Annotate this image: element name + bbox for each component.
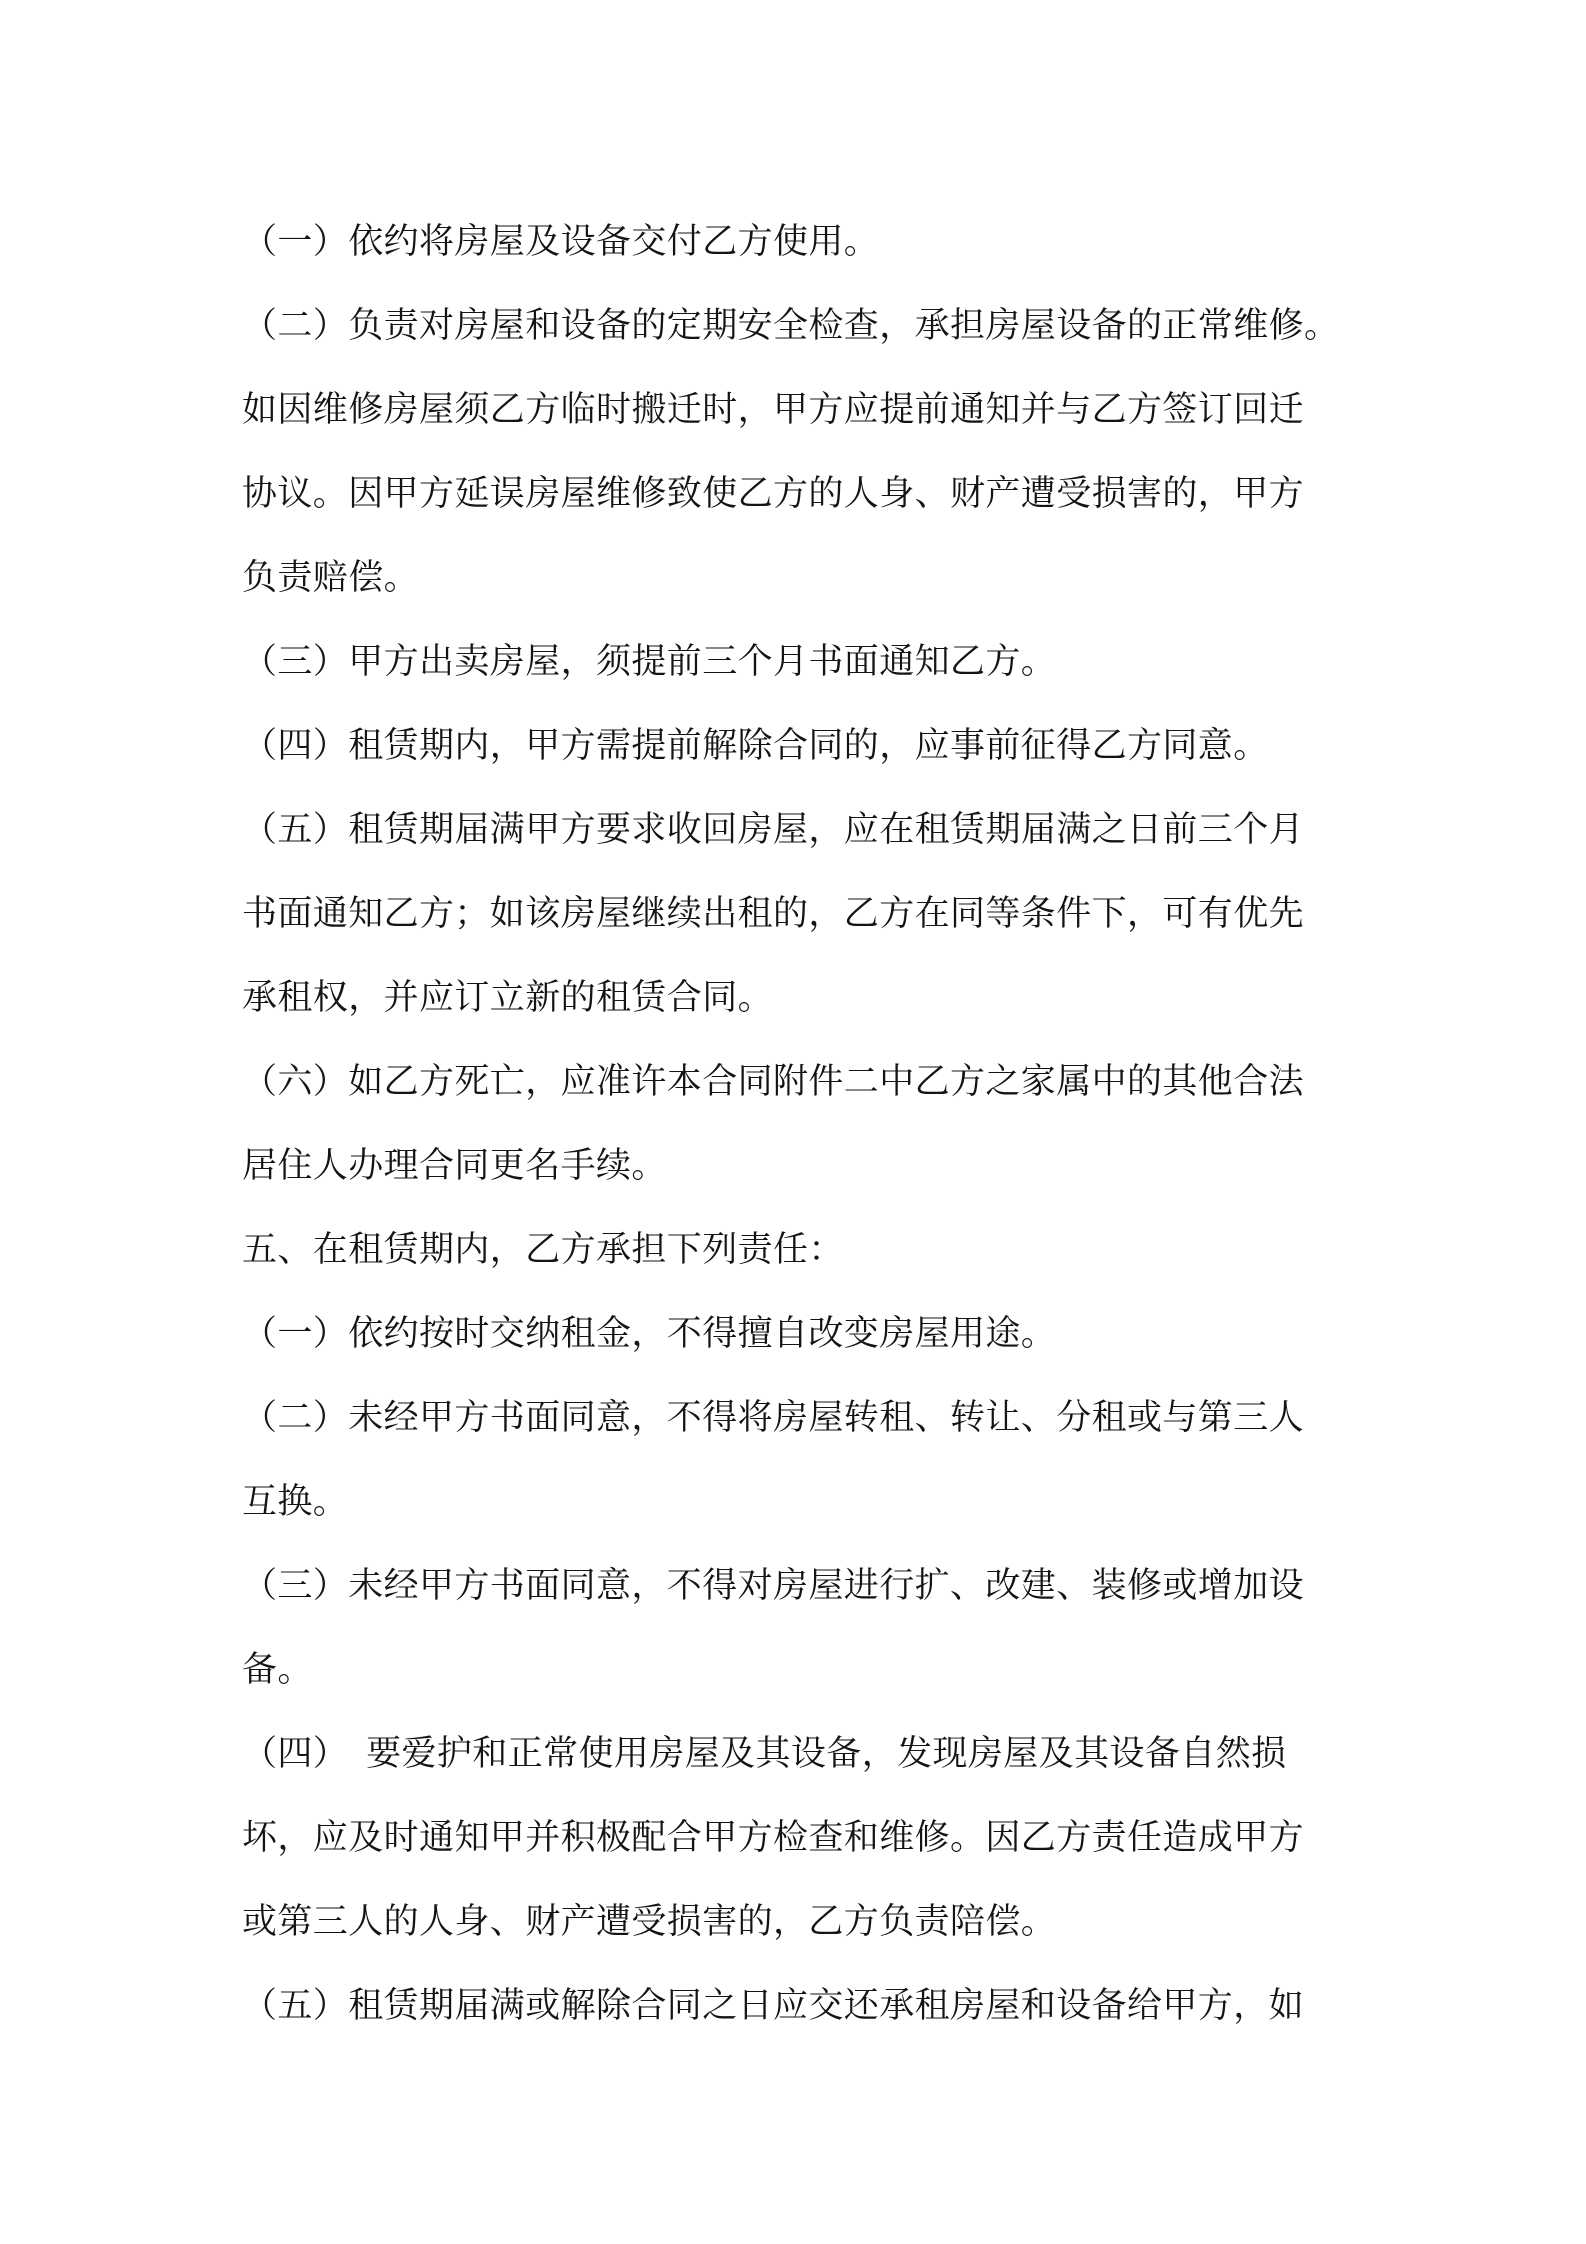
text-line: （二）未经甲方书面同意，不得将房屋转租、转让、分租或与第三人 — [242, 1398, 1305, 1438]
text-line: （一）依约将房屋及设备交付乙方使用。 — [242, 222, 880, 262]
text-line: 坏，应及时通知甲并积极配合甲方检查和维修。因乙方责任造成甲方 — [242, 1818, 1305, 1858]
text-line: 互换。 — [242, 1482, 349, 1522]
text-line: 如因维修房屋须乙方临时搬迁时，甲方应提前通知并与乙方签订回迁 — [242, 390, 1305, 430]
text-line: 书面通知乙方；如该房屋继续出租的，乙方在同等条件下，可有优先 — [242, 894, 1305, 934]
text-line: 协议。因甲方延误房屋维修致使乙方的人身、财产遭受损害的，甲方 — [242, 474, 1305, 514]
text-line: （五）租赁期届满或解除合同之日应交还承租房屋和设备给甲方，如 — [242, 1986, 1305, 2026]
document-body — [242, 200, 1362, 2048]
text-line: （一）依约按时交纳租金，不得擅自改变房屋用途。 — [242, 1314, 1057, 1354]
text-line: 备。 — [242, 1650, 313, 1690]
text-line: （五）租赁期届满甲方要求收回房屋，应在租赁期届满之日前三个月 — [242, 810, 1305, 850]
text-line: （二）负责对房屋和设备的定期安全检查，承担房屋设备的正常维修。 — [242, 306, 1340, 346]
text-line: 或第三人的人身、财产遭受损害的，乙方负责陪偿。 — [242, 1902, 1057, 1942]
text-line: （三）甲方出卖房屋，须提前三个月书面通知乙方。 — [242, 642, 1057, 682]
text-line: 居住人办理合同更名手续。 — [242, 1146, 667, 1186]
text-line: 负责赔偿。 — [242, 558, 420, 598]
section-heading: 五、在租赁期内，乙方承担下列责任： — [242, 1230, 844, 1270]
text-line: （六）如乙方死亡，应准许本合同附件二中乙方之家属中的其他合法 — [242, 1062, 1305, 1102]
text-line: （四） 要爱护和正常使用房屋及其设备，发现房屋及其设备自然损 — [242, 1734, 1287, 1774]
text-line: （四）租赁期内，甲方需提前解除合同的，应事前征得乙方同意。 — [242, 726, 1269, 766]
text-line: （三）未经甲方书面同意，不得对房屋进行扩、改建、装修或增加设 — [242, 1566, 1305, 1606]
text-line: 承租权，并应订立新的租赁合同。 — [242, 978, 774, 1018]
